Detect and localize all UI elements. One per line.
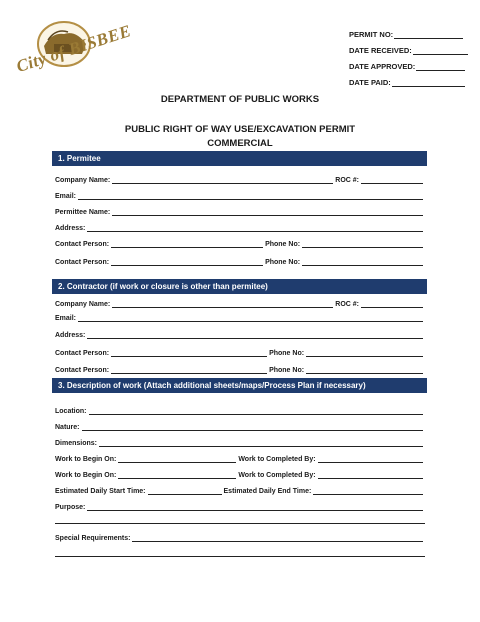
- s3-work-row-2: [55, 469, 425, 479]
- s3-location-input[interactable]: [89, 407, 424, 415]
- s3-work-completed-input-1[interactable]: [318, 455, 423, 463]
- s3-daily-end-label: Estimated Daily End Time:: [223, 488, 312, 495]
- permit-title-line2: COMMERCIAL: [207, 138, 273, 149]
- s1-email-input[interactable]: [78, 192, 423, 200]
- s2-contact-row-1: [55, 347, 425, 357]
- s1-permittee-input[interactable]: [112, 208, 423, 216]
- s3-purpose-continuation-line[interactable]: [55, 523, 425, 524]
- s2-email-row: [55, 312, 425, 322]
- s2-company-input[interactable]: [112, 300, 333, 308]
- s1-phone-input-2[interactable]: [302, 258, 423, 266]
- s2-phone-input-1[interactable]: [306, 349, 423, 357]
- s2-email-input[interactable]: [78, 314, 423, 322]
- s3-work-completed-label-1: Work to Completed By:: [238, 456, 316, 463]
- s1-email-label: Email:: [55, 193, 77, 200]
- s1-permittee-row: [55, 206, 425, 216]
- s3-dimensions-label: Dimensions:: [55, 440, 98, 447]
- s1-company-input[interactable]: [112, 176, 333, 184]
- section2-header: 2. Contractor (if work or closure is other than permitee): [52, 279, 427, 294]
- s3-daily-end-input[interactable]: [313, 487, 423, 495]
- s2-phone-input-2[interactable]: [306, 366, 423, 374]
- s3-purpose-label: Purpose:: [55, 504, 86, 511]
- s3-special-continuation-line[interactable]: [55, 556, 425, 557]
- s3-work-completed-label-2: Work to Completed By:: [238, 472, 316, 479]
- s3-work-begin-label-2: Work to Begin On:: [55, 472, 117, 479]
- s1-phone-label-2: Phone No:: [265, 259, 301, 266]
- s1-contact-label-2: Contact Person:: [55, 259, 110, 266]
- s2-phone-label-1: Phone No:: [269, 350, 305, 357]
- s2-contact-input-1[interactable]: [111, 349, 267, 357]
- s1-phone-label-1: Phone No:: [265, 241, 301, 248]
- s3-nature-row: [55, 421, 425, 431]
- s2-phone-label-2: Phone No:: [269, 367, 305, 374]
- date-approved-label: DATE APPROVED:: [349, 62, 416, 71]
- s3-dimensions-input[interactable]: [99, 439, 423, 447]
- permit-no-label: PERMIT NO:: [349, 30, 394, 39]
- s2-company-row: [55, 298, 425, 308]
- permit-title-line1: PUBLIC RIGHT OF WAY USE/EXCAVATION PERMIT: [124, 124, 356, 135]
- date-approved-line: [416, 62, 465, 71]
- s2-address-row: [55, 329, 425, 339]
- date-paid-label: DATE PAID:: [349, 78, 391, 87]
- date-approved-field[interactable]: [349, 62, 465, 71]
- s2-roc-input[interactable]: [361, 300, 423, 308]
- s2-email-label: Email:: [55, 315, 77, 322]
- date-received-label: DATE RECEIVED:: [349, 46, 412, 55]
- date-paid-line: [392, 78, 465, 87]
- permit-no-line: [394, 30, 463, 39]
- s3-daily-start-input[interactable]: [148, 487, 222, 495]
- s1-contact-input-2[interactable]: [111, 258, 263, 266]
- s2-roc-label: ROC #:: [335, 301, 359, 308]
- s3-daily-time-row: [55, 485, 425, 495]
- department-title: DEPARTMENT OF PUBLIC WORKS: [160, 94, 320, 105]
- s1-roc-input[interactable]: [361, 176, 423, 184]
- date-received-line: [413, 46, 468, 55]
- s3-work-row-1: [55, 453, 425, 463]
- s3-work-completed-input-2[interactable]: [318, 471, 423, 479]
- s1-contact-row-1: [55, 238, 425, 248]
- s2-address-label: Address:: [55, 332, 86, 339]
- s3-special-row: [55, 532, 425, 542]
- date-received-field[interactable]: [349, 46, 468, 55]
- date-paid-field[interactable]: [349, 78, 465, 87]
- section1-header: 1. Permitee: [52, 151, 427, 166]
- city-logo-text: City of BISBEE: [14, 21, 134, 77]
- s1-contact-label-1: Contact Person:: [55, 241, 110, 248]
- s1-company-label: Company Name:: [55, 177, 111, 184]
- s1-permittee-label: Permittee Name:: [55, 209, 111, 216]
- section3-header: 3. Description of work (Attach additional sheets/maps/Process Plan if necessary): [52, 378, 427, 393]
- s2-contact-label-1: Contact Person:: [55, 350, 110, 357]
- s3-nature-input[interactable]: [82, 423, 423, 431]
- s3-location-label: Location:: [55, 408, 87, 415]
- s3-work-begin-input-2[interactable]: [118, 471, 236, 479]
- permit-no-field[interactable]: [349, 30, 463, 39]
- s2-company-label: Company Name:: [55, 301, 111, 308]
- s2-contact-label-2: Contact Person:: [55, 367, 110, 374]
- s2-contact-row-2: [55, 364, 425, 374]
- s3-location-row: [55, 405, 425, 415]
- s2-contact-input-2[interactable]: [111, 366, 267, 374]
- s1-roc-label: ROC #:: [335, 177, 359, 184]
- s1-address-input[interactable]: [87, 224, 423, 232]
- s3-dimensions-row: [55, 437, 425, 447]
- s1-company-row: [55, 174, 425, 184]
- s3-special-label: Special Requirements:: [55, 535, 131, 542]
- s3-work-begin-input-1[interactable]: [118, 455, 236, 463]
- s1-contact-input-1[interactable]: [111, 240, 263, 248]
- s3-special-input[interactable]: [132, 534, 423, 542]
- s1-phone-input-1[interactable]: [302, 240, 423, 248]
- s3-purpose-row: [55, 501, 425, 511]
- s1-address-label: Address:: [55, 225, 86, 232]
- s1-address-row: [55, 222, 425, 232]
- s3-purpose-input[interactable]: [87, 503, 423, 511]
- s1-contact-row-2: [55, 256, 425, 266]
- s3-nature-label: Nature:: [55, 424, 80, 431]
- s1-email-row: [55, 190, 425, 200]
- s2-address-input[interactable]: [87, 331, 423, 339]
- s3-daily-start-label: Estimated Daily Start Time:: [55, 488, 146, 495]
- s3-work-begin-label-1: Work to Begin On:: [55, 456, 117, 463]
